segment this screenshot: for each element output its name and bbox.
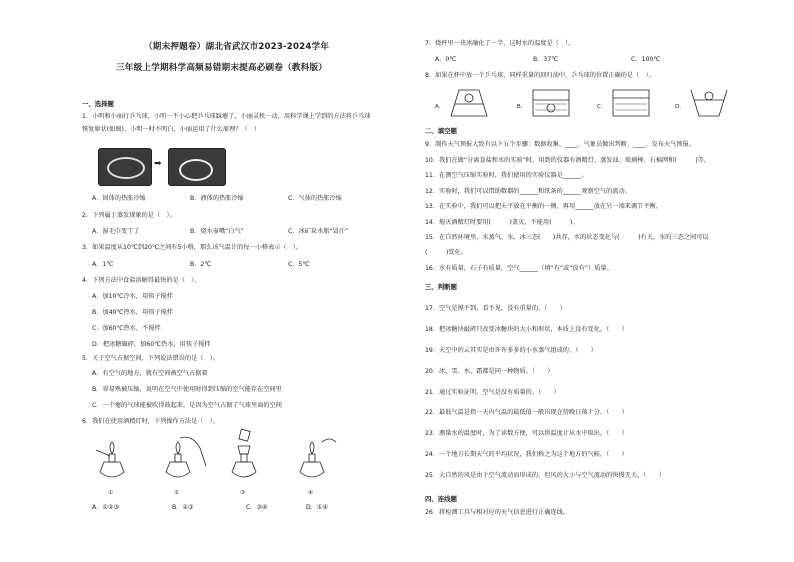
option-d[interactable]: D．把冰糖碾碎，加60℃热水，用筷子搅拌	[92, 341, 211, 348]
option-b[interactable]: B．加40℃热水，用筷子搅拌	[92, 309, 173, 316]
alcohol-lamp-figures	[82, 430, 392, 498]
section-heading-match: 四、连线题	[425, 495, 457, 503]
option-d[interactable]: D．①④	[306, 504, 329, 511]
question-3-text: 3．如果温度从10℃到20℃之间有5小格，那么该气温计的每一小格表示（ ）。	[82, 244, 303, 251]
question-7-text: 7．烧杯里一块冰融化了一半，这时水的温度是（ ）。	[425, 40, 575, 47]
dented-ball-photo	[98, 148, 152, 186]
question-25-text: 25．大自然的风是由于空气流动而形成的，但风的大小与空气流动的快慢无关。（ ）	[425, 472, 665, 479]
cup-figures	[425, 86, 755, 122]
option-b[interactable]: B．②③	[172, 504, 194, 511]
option-a[interactable]: A．0℃	[435, 56, 457, 63]
figure-label-2: ②	[174, 490, 179, 496]
question-6-options	[82, 504, 400, 512]
cup-b-icon	[533, 90, 569, 116]
question-6-text: 6．我们在使用酒精灯时，下列操作方法是（ ）。	[82, 418, 219, 425]
option-a[interactable]: A．湿毛巾变干了	[92, 228, 140, 235]
question-12-text: 12．实验时，我们可以借助数器的______和纸条的______观察空气的流动。	[425, 188, 631, 195]
option-c[interactable]: C．③④	[246, 504, 268, 511]
question-7-options	[425, 56, 765, 64]
question-14-text: 14．熄灭酒精灯时要用( )盖灭，不能用( )。	[425, 219, 579, 226]
option-a[interactable]: A．1℃	[92, 261, 114, 268]
section-heading-fill: 二、填空题	[425, 127, 457, 135]
figure-label-d: D.	[675, 104, 681, 110]
question-21-text: 21．通过实验证明，空气是没有质量的。（ ）	[425, 389, 560, 396]
alcohol-lamp-icon	[166, 437, 206, 477]
question-11-text: 11．在测空气压缩实验时，我们使用的实验仪器是______。	[425, 172, 588, 179]
page-title-line1: （期末押题卷）湖北省武汉市2023-2024学年	[144, 42, 330, 52]
question-10-text: 10．我们在做“分离食盐和水的实验”时，用到的仪器有酒精灯、蒸发皿、玻璃棒、石棉网和( )等。	[425, 157, 711, 164]
option-c[interactable]: C．冰矿泉水瓶“冒汗”	[288, 228, 349, 235]
figure-label-3: ③	[240, 490, 245, 496]
option-a[interactable]: A．①②③	[92, 504, 120, 511]
section-heading-choice: 一、选择题	[82, 100, 114, 108]
question-23-text: 23．测量水的温度时，为了读数方便，可以将温度计从水中取出。（ ）	[425, 430, 628, 437]
option-c[interactable]: C．5℃	[288, 261, 310, 268]
question-19-text: 19．天空中的云其实是由许许多多的小水蒸气组成的。（ ）	[425, 347, 597, 354]
option-b[interactable]: B．容易熟被压缩，说明在空气中使用时得到压缩的空气能存在空间里	[92, 386, 282, 393]
figure-label-a: A.	[435, 104, 441, 110]
option-a[interactable]: A．加10℃冷水，用筷子搅拌	[92, 293, 173, 300]
question-1-options	[82, 195, 400, 203]
option-a[interactable]: A．固体的热胀冷缩	[92, 195, 146, 202]
question-5-text: 5．关于空气占据空间，下列说法错误的是（ ）。	[82, 355, 219, 362]
question-1-text-b: 恢复原状(如图)，小明一时不明白，小丽运用了什么原理？（ ）	[82, 126, 261, 133]
arrow-right-icon: ➡	[154, 159, 162, 169]
hot-water-photo	[168, 148, 226, 186]
question-2-text: 2．下列属于蒸发现象的是（ ）。	[82, 212, 176, 219]
option-b[interactable]: B．2℃	[190, 261, 212, 268]
question-24-text: 24．一个地方长期天气的平均状况，我们称之为这个地方的气候。（ ）	[425, 451, 628, 458]
figure-label-1: ①	[108, 490, 113, 496]
cup-d-icon	[691, 90, 727, 116]
question-22-text: 22．最低气温是指一天内气温的最低值一般出现在傍晚日落十分。（ ）	[425, 409, 628, 416]
question-17-text: 17．空气是摸不到，看不见，没有重量的。（ ）	[425, 305, 566, 312]
option-b[interactable]: B．37℃	[533, 56, 559, 63]
figure-label-c: C.	[597, 104, 603, 110]
question-15-text-b: ( )变化。	[425, 249, 467, 256]
question-9-text: 9．制作天气预报大致有以下五个步骤：数据收集、____、气象员做出判断、____、发布天气预报。	[425, 141, 695, 148]
option-c[interactable]: C．加60℃热水，不搅拌	[92, 325, 161, 332]
alcohol-lamp-icon	[232, 429, 256, 477]
option-a[interactable]: A．有空气的地方，就有空间被空气占据着	[92, 370, 208, 377]
option-c[interactable]: C．一个瘪的气球能被吹得鼓起来，是因为空气占据了气球里面的空间	[92, 402, 282, 409]
alcohol-lamp-icon	[96, 442, 124, 477]
question-20-text: 20．冰、雪、水、霜都是同一种物质。（ ）	[425, 368, 554, 375]
option-b[interactable]: B．烧水壶嘴“白气”	[190, 228, 244, 235]
question-4-text: 4．下列方法中食盐溶解得最快的是（ ）。	[82, 277, 201, 284]
cup-a-icon	[451, 90, 487, 116]
alcohol-lamp-icon	[300, 439, 336, 477]
question-26-text: 26．将检测工具与相对应的天气信息进行正确连线。	[425, 509, 569, 516]
option-c[interactable]: C．100℃	[631, 56, 661, 63]
option-b[interactable]: B．液体的热胀冷缩	[190, 195, 244, 202]
question-16-text: 16．水有质量，石子有质量，空气______（填“有”或“没有”）质量。	[425, 265, 613, 272]
question-18-text: 18．把冰糖块敲碎只改变冰糖块的大小和形状，本质上没有变化。（ ）	[425, 326, 628, 333]
question-2-options	[82, 228, 400, 236]
cup-c-icon	[613, 90, 649, 116]
question-13-text: 13．在实验中，我们可以把天平放在平衡的一侧，再用______放在另一端来调节平衡。	[425, 203, 662, 210]
question-3-options	[82, 261, 400, 269]
page-title-line2: 三年级上学期科学高频易错期末提高必刷卷（教科版）	[116, 63, 328, 73]
figure-label-4: ④	[308, 490, 313, 496]
figure-label-b: B.	[517, 104, 523, 110]
section-heading-judge: 三、判断题	[425, 283, 457, 291]
option-c[interactable]: C．气体的热胀冷缩	[288, 195, 342, 202]
question-8-text: 8．如果在杯中放一个乒乓球，同样重量的回归油中，乒乓球的位置正确的是（ ）。	[425, 72, 655, 79]
question-1-text-a: 1．小明和小丽打乒乓球，小明一不小心把乒乓球踩瘪了，小丽灵机一动，用科学课上学到的方法将乒乓球	[82, 113, 371, 120]
question-15-text-a: 15．在自然环境里，水蒸气、水、冰三态( )共存，水的状态变化与( )有关，水的三态之间可以	[425, 234, 709, 241]
